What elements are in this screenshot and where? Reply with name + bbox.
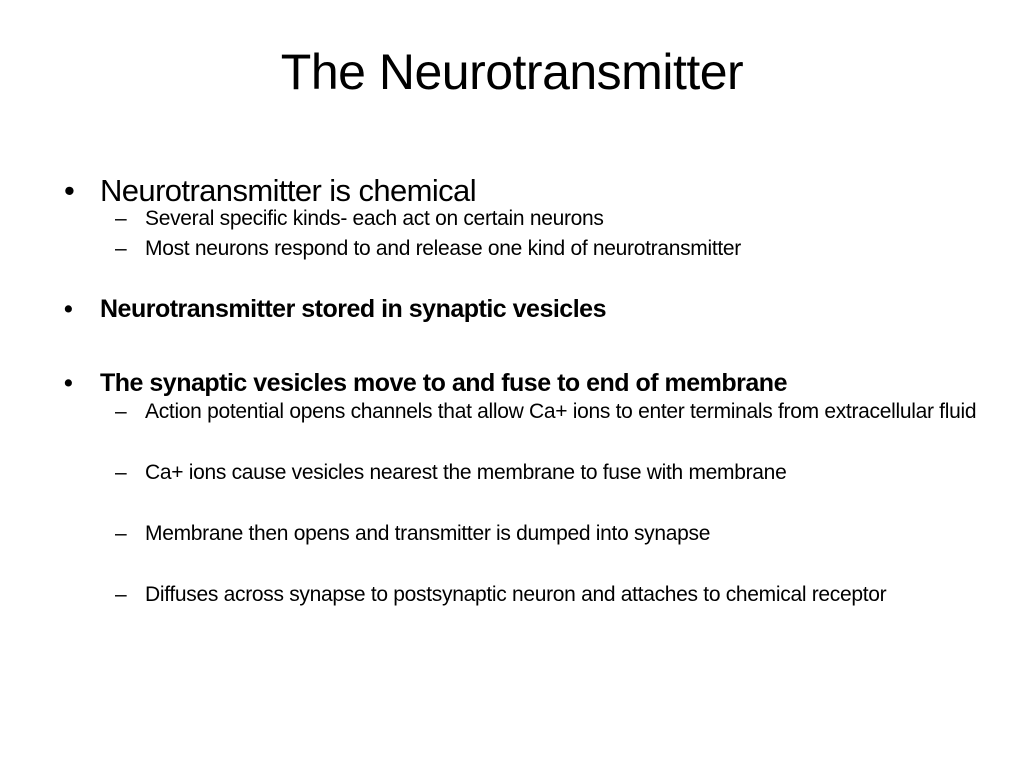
dash-icon: – (115, 522, 127, 546)
dash-icon: – (115, 583, 127, 607)
sub-text-1-1: Several specific kinds- each act on certain neurons (145, 207, 604, 231)
sub-text-1-2: Most neurons respond to and release one kind of neurotransmitter (145, 237, 741, 261)
sub-text-3-1: Action potential opens channels that allow Ca+ ions to enter terminals from extracellular fluid (145, 400, 977, 424)
bullet-dot-icon: • (64, 369, 73, 398)
sub-text-3-2: Ca+ ions cause vesicles nearest the membrane to fuse with membrane (145, 461, 787, 485)
bullet-text-2: Neurotransmitter stored in synaptic vesicles (100, 295, 606, 324)
dash-icon: – (115, 237, 127, 261)
bullet-item-2 (60, 294, 980, 324)
sub-item-3-4 (60, 583, 980, 607)
slide-body (60, 172, 980, 607)
bullet-text-1: Neurotransmitter is chemical (100, 173, 476, 208)
bullet-dot-icon: • (64, 295, 73, 324)
sub-item-3-2 (60, 461, 980, 485)
sub-item-3-1 (60, 400, 980, 424)
sub-text-3-3: Membrane then opens and transmitter is dumped into synapse (145, 522, 711, 546)
sub-text-3-4: Diffuses across synapse to postsynaptic neuron and attaches to chemical receptor (145, 583, 887, 607)
sub-item-3-3 (60, 522, 980, 546)
dash-icon: – (115, 400, 127, 424)
bullet-item-3 (60, 368, 980, 398)
bullet-dot-icon: • (64, 173, 75, 208)
dash-icon: – (115, 461, 127, 485)
slide-title: The Neurotransmitter (280, 44, 744, 100)
bullet-text-3: The synaptic vesicles move to and fuse to end of membrane (100, 369, 787, 398)
sub-list-3 (60, 400, 980, 607)
sub-item-1-2 (60, 237, 980, 261)
sub-list-1 (60, 207, 980, 261)
bullet-item-1 (60, 172, 980, 209)
dash-icon: – (115, 207, 127, 231)
sub-item-1-1 (60, 207, 980, 231)
